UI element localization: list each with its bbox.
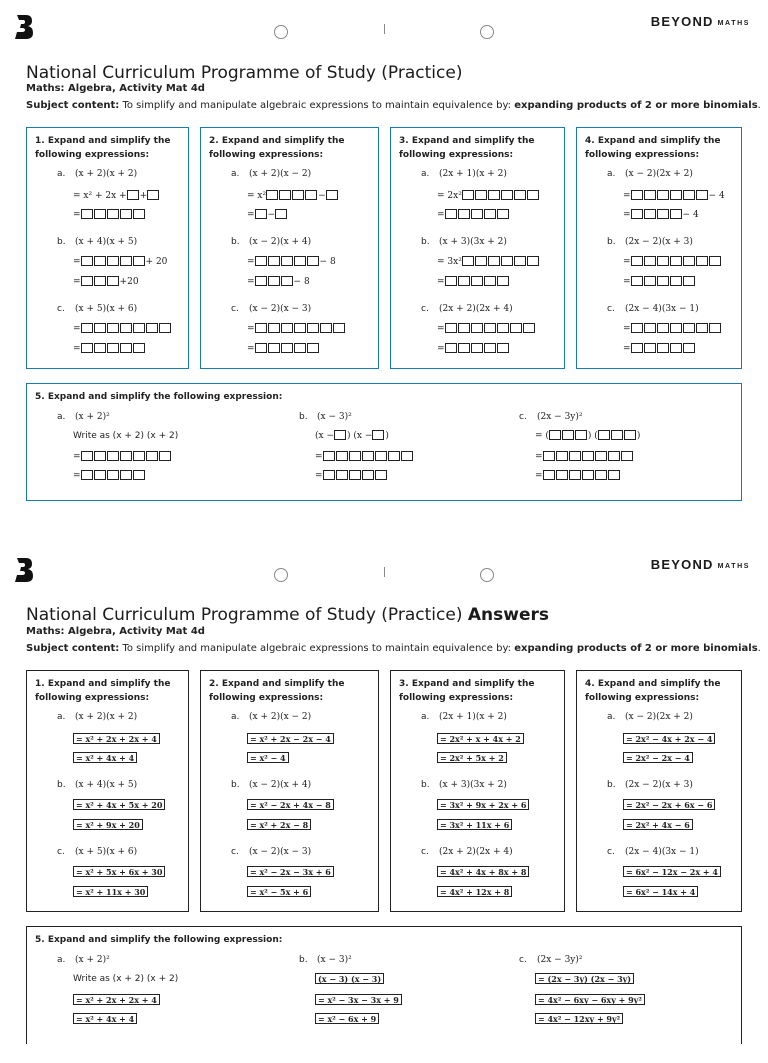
q1b-step2: = +20 [73, 277, 139, 287]
q2b-step2: = − 8 [247, 277, 310, 287]
box5-heading: 5. Expand and simplify the following expression: [35, 392, 283, 402]
a1c-step2: = x² + 11x + 30 [73, 886, 148, 899]
q1c-step1: = [73, 323, 172, 336]
a4a: a. (x − 2)(2x + 2) [607, 712, 693, 722]
box-heading: 2. Expand and simplify the following expressions: [209, 136, 345, 160]
a4a-step1: = 2x² − 4x + 2x − 4 [623, 733, 715, 746]
q5c-step1: = ( ) ( ) [535, 431, 641, 441]
box-heading: 4. Expand and simplify the following expressions: [585, 136, 721, 160]
answer-box-1 [26, 670, 189, 912]
a4b: b. (2x − 2)(x + 3) [607, 780, 693, 790]
q3c: c. (2x + 2)(2x + 4) [421, 304, 513, 314]
q5a-step2: = [73, 451, 172, 464]
a3b: b. (x + 3)(3x + 2) [421, 780, 507, 790]
q4c-step2: = [623, 343, 696, 356]
a2a-step2: = x² − 4 [247, 752, 289, 765]
q3b-step1: = 3x² [437, 256, 540, 269]
a5a-step1: Write as (x + 2) (x + 2) [73, 974, 179, 984]
a5a-step2: = x² + 2x + 2x + 4 [73, 994, 160, 1007]
question-box-1 [26, 127, 189, 369]
q5a-step1: Write as (x + 2) (x + 2) [73, 431, 179, 441]
hole-punch-left-icon [274, 568, 288, 582]
q1a-step2: = [73, 209, 146, 222]
q5b-step3: = [315, 470, 388, 483]
a2a-step1: = x² + 2x − 2x − 4 [247, 733, 334, 746]
beyond-logo-icon [14, 557, 34, 583]
a5b-step3: = x² − 6x + 9 [315, 1013, 379, 1026]
a2b-step2: = x² + 2x − 8 [247, 819, 311, 832]
q1c-step2: = [73, 343, 146, 356]
box-heading: 1. Expand and simplify the following expressions: [35, 679, 171, 703]
q5c-step2: = [535, 451, 634, 464]
answer-box-3 [390, 670, 565, 912]
q2a-step2: = − [247, 209, 288, 222]
q2c-step2: = [247, 343, 320, 356]
a3a: a. (2x + 1)(x + 2) [421, 712, 507, 722]
a1c-step1: = x² + 5x + 6x + 30 [73, 866, 165, 879]
q5c: c. (2x − 3y)² [519, 412, 583, 422]
question-box-5 [26, 383, 742, 501]
subject-content: Subject content: To simplify and manipulate algebraic expressions to maintain equivalence by: expanding products of 2 or more binomials. [26, 100, 761, 111]
q2c-step1: = [247, 323, 346, 336]
a1b-step2: = x² + 9x + 20 [73, 819, 143, 832]
q1a-step1: = x² + 2x + + [73, 190, 160, 203]
q3b-step2: = [437, 276, 510, 289]
a4c-step2: = 6x² − 14x + 4 [623, 886, 698, 899]
page-subtitle: Maths: Algebra, Activity Mat 4d [26, 626, 205, 637]
q2b-step1: = − 8 [247, 257, 336, 267]
page-title: National Curriculum Programme of Study (Practice) [26, 63, 463, 83]
q5c-step3: = [535, 470, 621, 483]
practice-page [0, 0, 768, 520]
a5c-step3: = 4x² − 12xy + 9y² [535, 1013, 623, 1026]
a5b-step2: = x² − 3x − 3x + 9 [315, 994, 402, 1007]
q5b-step1: (x − ) (x − ) [315, 431, 389, 441]
q4a: a. (x − 2)(2x + 2) [607, 169, 693, 179]
a4c: c. (2x − 4)(3x − 1) [607, 847, 699, 857]
fold-mark [384, 567, 385, 577]
a1b-step1: = x² + 4x + 5x + 20 [73, 799, 165, 812]
box-heading: 3. Expand and simplify the following expressions: [399, 679, 535, 703]
hole-punch-right-icon [480, 25, 494, 39]
question-box-2 [200, 127, 379, 369]
a1a-step1: = x² + 2x + 2x + 4 [73, 733, 160, 746]
a2b: b. (x − 2)(x + 4) [231, 780, 312, 790]
q4a-step2: = − 4 [623, 210, 699, 220]
q5b-step2: = [315, 451, 414, 464]
q3c-step2: = [437, 343, 510, 356]
q2b: b. (x − 2)(x + 4) [231, 237, 312, 247]
q2a-step1: = x² − [247, 190, 339, 203]
brand-logo: BEYOND MATHS [650, 557, 750, 572]
a5a: a. (x + 2)² [57, 955, 110, 965]
a1a-step2: = x² + 4x + 4 [73, 752, 137, 765]
q1a: a. (x + 2)(x + 2) [57, 169, 138, 179]
q1b-step1: = + 20 [73, 257, 168, 267]
a1a: a. (x + 2)(x + 2) [57, 712, 138, 722]
question-box-3 [390, 127, 565, 369]
a1b: b. (x + 4)(x + 5) [57, 780, 138, 790]
a2c-step2: = x² − 5x + 6 [247, 886, 311, 899]
q4b-step1: = [623, 256, 722, 269]
q2c: c. (x − 2)(x − 3) [231, 304, 312, 314]
a5c-step1: = (2x − 3y) (2x − 3y) [535, 973, 634, 986]
q3a-step2: = [437, 209, 510, 222]
answer-box-2 [200, 670, 379, 912]
a5b: b. (x − 3)² [299, 955, 352, 965]
answer-box-4 [576, 670, 742, 912]
q3c-step1: = [437, 323, 536, 336]
q2a: a. (x + 2)(x − 2) [231, 169, 312, 179]
a1c: c. (x + 5)(x + 6) [57, 847, 138, 857]
a3c-step2: = 4x² + 12x + 8 [437, 886, 512, 899]
a4b-step2: = 2x² + 4x − 6 [623, 819, 693, 832]
box-heading: 1. Expand and simplify the following expressions: [35, 136, 171, 160]
box-heading: 2. Expand and simplify the following expressions: [209, 679, 345, 703]
a2c-step1: = x² − 2x − 3x + 6 [247, 866, 334, 879]
fold-mark [384, 24, 385, 34]
q5a-step3: = [73, 470, 146, 483]
hole-punch-right-icon [480, 568, 494, 582]
a5a-step3: = x² + 4x + 4 [73, 1013, 137, 1026]
hole-punch-left-icon [274, 25, 288, 39]
a5b-step1: (x − 3) (x − 3) [315, 973, 384, 986]
page-subtitle: Maths: Algebra, Activity Mat 4d [26, 83, 205, 94]
a3a-step1: = 2x² + x + 4x + 2 [437, 733, 524, 746]
q5b: b. (x − 3)² [299, 412, 352, 422]
q4b-step2: = [623, 276, 696, 289]
a3b-step2: = 3x² + 11x + 6 [437, 819, 512, 832]
a2c: c. (x − 2)(x − 3) [231, 847, 312, 857]
q5a: a. (x + 2)² [57, 412, 110, 422]
subject-content: Subject content: To simplify and manipulate algebraic expressions to maintain equivalence by: expanding products of 2 or more binomials. [26, 643, 761, 654]
q3a-step1: = 2x² [437, 190, 540, 203]
brand-logo: BEYOND MATHS [650, 14, 750, 29]
a3c-step1: = 4x² + 4x + 8x + 8 [437, 866, 529, 879]
a3a-step2: = 2x² + 5x + 2 [437, 752, 507, 765]
a4c-step1: = 6x² − 12x − 2x + 4 [623, 866, 721, 879]
box-heading: 4. Expand and simplify the following expressions: [585, 679, 721, 703]
a3c: c. (2x + 2)(2x + 4) [421, 847, 513, 857]
box5-heading: 5. Expand and simplify the following expression: [35, 935, 283, 945]
answer-box-5 [26, 926, 742, 1044]
q3a: a. (2x + 1)(x + 2) [421, 169, 507, 179]
q1c: c. (x + 5)(x + 6) [57, 304, 138, 314]
a4b-step1: = 2x² − 2x + 6x − 6 [623, 799, 715, 812]
a2a: a. (x + 2)(x − 2) [231, 712, 312, 722]
a5c: c. (2x − 3y)² [519, 955, 583, 965]
question-box-4 [576, 127, 742, 369]
answers-title: National Curriculum Programme of Study (Practice) Answers [26, 605, 549, 625]
q3b: b. (x + 3)(3x + 2) [421, 237, 507, 247]
a5c-step2: = 4x² − 6xy − 6xy + 9y² [535, 994, 645, 1007]
box-heading: 3. Expand and simplify the following expressions: [399, 136, 535, 160]
q1b: b. (x + 4)(x + 5) [57, 237, 138, 247]
q4b: b. (2x − 2)(x + 3) [607, 237, 693, 247]
a2b-step1: = x² − 2x + 4x − 8 [247, 799, 334, 812]
q4c: c. (2x − 4)(3x − 1) [607, 304, 699, 314]
answers-page [0, 543, 768, 1063]
a3b-step1: = 3x² + 9x + 2x + 6 [437, 799, 529, 812]
a4a-step2: = 2x² − 2x − 4 [623, 752, 693, 765]
beyond-logo-icon [14, 14, 34, 40]
q4a-step1: = − 4 [623, 191, 725, 201]
q4c-step1: = [623, 323, 722, 336]
